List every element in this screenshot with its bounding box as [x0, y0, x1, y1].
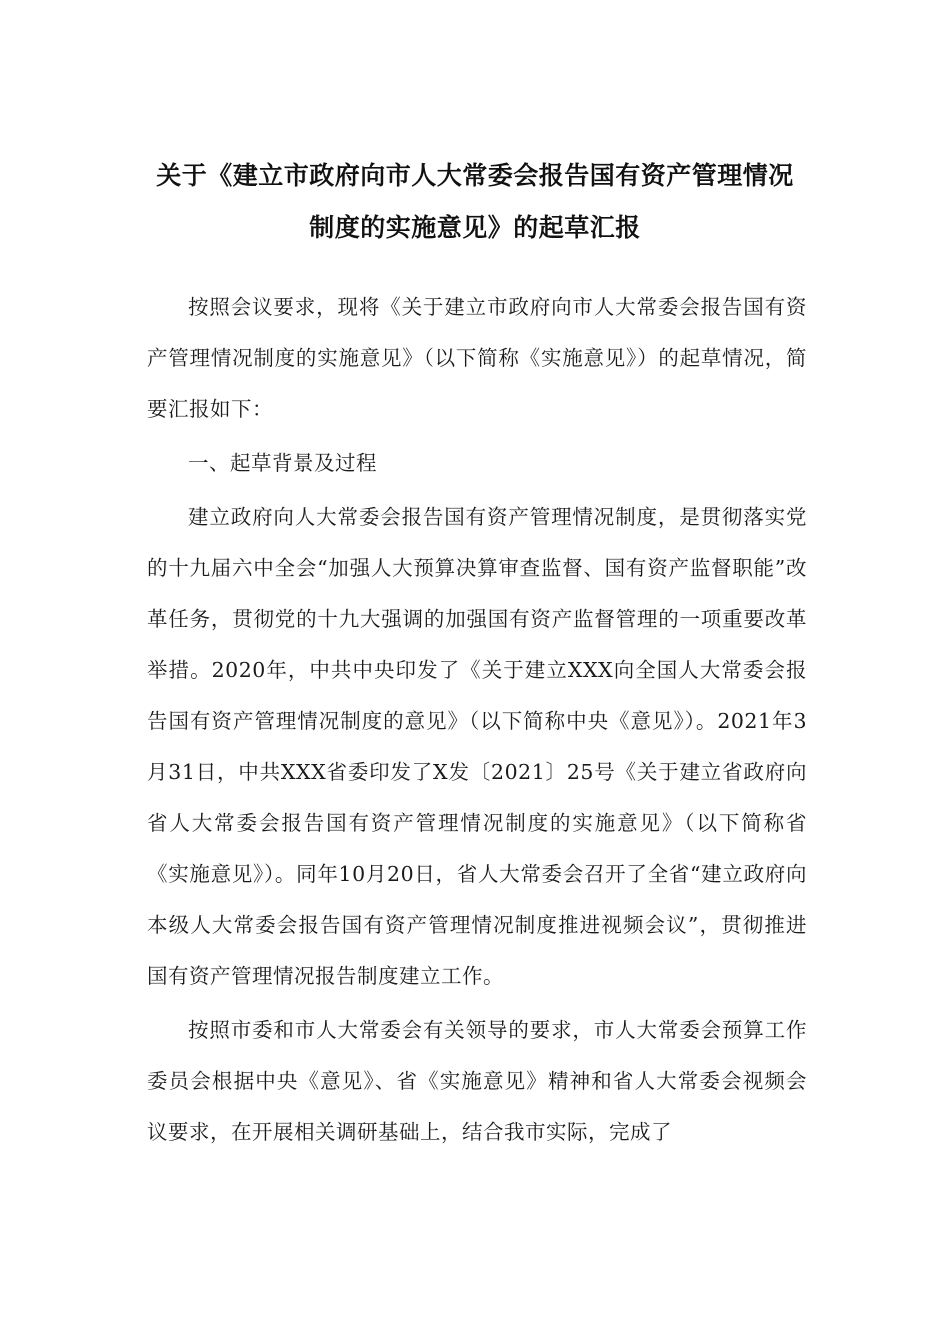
process-paragraph: 按照市委和市人大常委会有关领导的要求，市人大常委会预算工作委员会根据中央《意见》、省《实施意见》精神和省人大常委会视频会议要求，在开展相关调研基础上，结合我市实际，完成了 — [147, 1018, 807, 1144]
section-heading-background: 一、起草背景及过程 — [188, 451, 377, 475]
document-title-line-2: 制度的实施意见》的起草汇报 — [309, 213, 641, 242]
document-title-line-1: 关于《建立市政府向市人大常委会报告国有资产管理情况 — [156, 161, 794, 190]
background-paragraph: 建立政府向人大常委会报告国有资产管理情况制度，是贯彻落实党的十九届六中全会“加强人大预算决算审查监督、国有资产监督职能”改革任务，贯彻党的十九大强调的加强国有资产监督管理的一项重要改革举措。2020年，中共中央印发了《关于建立XXX向全国人大常委会报告国有资产管理情况制度的意见》（以下简称中央《意见》）。2021年3月31日，中共XXX省委印发了X发〔2021〕25号《关于建立省政府向省人大常委会报告国有资产管理情况制度的实施意见》（以下简称省《实施意见》）。同年10月20日，省人大常委会召开了全省“建立政府向本级人大常委会报告国有资产管理情况制度推进视频会议”，贯彻推进国有资产管理情况报告制度建立工作。 — [147, 505, 807, 988]
document-title — [140, 150, 810, 254]
intro-paragraph: 按照会议要求，现将《关于建立市政府向市人大常委会报告国有资产管理情况制度的实施意见》（以下简称《实施意见》）的起草情况，简要汇报如下： — [147, 295, 807, 421]
document-body — [147, 282, 807, 1161]
